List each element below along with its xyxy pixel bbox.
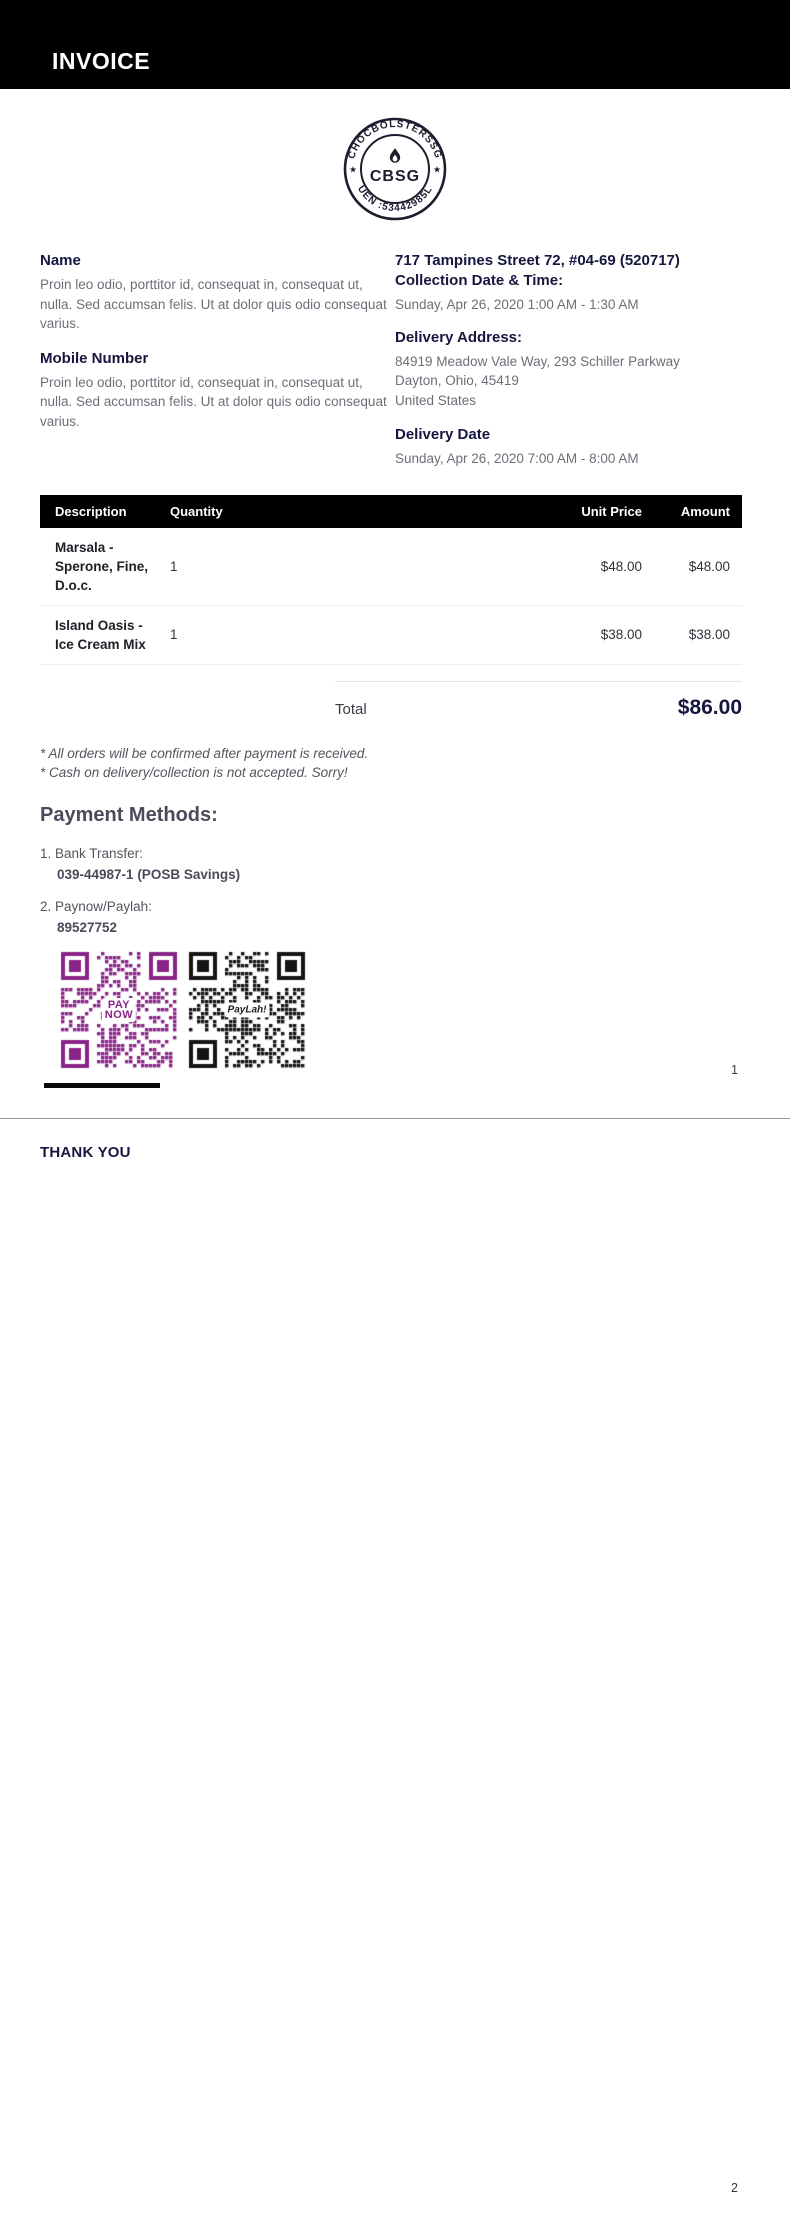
thank-you-text: THANK YOU — [40, 1144, 131, 1161]
table-row — [40, 606, 742, 665]
paynow-logo-text: NOW — [104, 1008, 134, 1021]
item-unit-price: $38.00 — [600, 627, 642, 642]
items-table — [40, 495, 742, 665]
order-notes — [40, 744, 750, 782]
customer-info-column — [40, 251, 392, 469]
delivery-address-line2: Dayton, Ohio, 45419 — [395, 373, 519, 388]
stamp-svg — [343, 117, 447, 221]
total-label: Total — [335, 700, 367, 718]
star-left-icon: ★ — [348, 164, 358, 175]
stamp-uen-arc: UEN :53442985L — [354, 183, 436, 215]
column-header-unit-price: Unit Price — [581, 503, 642, 519]
bank-transfer-label: Bank Transfer: — [55, 845, 143, 861]
bank-account-number: 039-44987-1 (POSB Savings) — [57, 866, 241, 882]
item-amount: $38.00 — [688, 627, 730, 642]
delivery-address-line3: United States — [395, 392, 477, 408]
total-amount: $86.00 — [677, 695, 742, 719]
item-quantity: 1 — [170, 558, 178, 574]
name-label: Name — [40, 252, 81, 269]
table-row — [40, 528, 742, 606]
company-stamp-logo — [0, 117, 790, 221]
paynow-number: 89527752 — [57, 919, 118, 935]
payment-method-label — [40, 898, 750, 916]
payment-methods-list — [40, 845, 750, 937]
stamp-company-name-arc: CHOCBOLSTERSSG — [346, 118, 444, 161]
item-description: Island Oasis - Ice Cream Mix — [55, 617, 146, 652]
page-break-divider — [0, 1118, 790, 1119]
list-index: 2. — [40, 898, 52, 914]
item-quantity: 1 — [170, 627, 178, 642]
payment-method-bank-transfer — [40, 845, 750, 884]
mobile-number-label: Mobile Number — [40, 349, 149, 367]
delivery-date-value: Sunday, Apr 26, 2020 7:00 AM - 8:00 AM — [395, 451, 639, 466]
payment-methods-heading: Payment Methods: — [40, 803, 218, 826]
paynow-qr-code — [60, 951, 178, 1069]
flame-icon — [390, 148, 400, 163]
table-header-row — [40, 495, 742, 528]
page-number-2: 2 — [731, 2181, 738, 2195]
paynow-paylah-label: Paynow/Paylah: — [55, 898, 152, 914]
mobile-number-value: Proin leo odio, porttitor id, consequat in, consequat ut, nulla. Sed accumsan felis. Ut at dolor quis odio consequat varius. — [40, 374, 387, 429]
item-unit-price: $48.00 — [600, 558, 642, 574]
item-description: Marsala - Sperone, Fine, D.o.c. — [55, 539, 149, 593]
info-section — [0, 251, 790, 469]
payment-method-label — [40, 845, 750, 863]
delivery-address-line1: 84919 Meadow Vale Way, 293 Schiller Parkway — [395, 353, 680, 369]
paynow-logo-text: PAY — [107, 998, 131, 1011]
delivery-address-label: Delivery Address: — [395, 328, 523, 346]
delivery-date-label: Delivery Date — [395, 426, 491, 443]
qr-codes — [60, 951, 750, 1069]
total-row — [335, 681, 742, 720]
payment-method-paynow — [40, 898, 750, 937]
item-amount: $48.00 — [688, 558, 730, 574]
collection-address: 717 Tampines Street 72, #04-69 (520717) — [395, 252, 680, 269]
paynow-logo-overlay — [102, 998, 136, 1022]
collection-datetime-label: Collection Date & Time: — [395, 272, 564, 289]
page-number-1: 1 — [731, 1063, 738, 1077]
column-header-amount: Amount — [680, 503, 730, 519]
invoice-header — [0, 0, 790, 89]
list-index: 1. — [40, 845, 52, 861]
column-header-description: Description — [55, 503, 127, 519]
black-underline — [44, 1083, 160, 1088]
paylah-qr-code — [188, 951, 306, 1069]
paylah-logo-text: PayLah! — [227, 1004, 267, 1015]
collection-datetime-value: Sunday, Apr 26, 2020 1:00 AM - 1:30 AM — [395, 297, 639, 312]
note-line: * Cash on delivery/collection is not accepted. Sorry! — [40, 764, 348, 780]
paylah-logo-overlay — [225, 1002, 270, 1017]
name-value: Proin leo odio, porttitor id, consequat in, consequat ut, nulla. Sed accumsan felis. Ut at dolor quis odio consequat varius. — [40, 277, 387, 331]
column-header-quantity: Quantity — [170, 503, 223, 519]
delivery-info-column — [392, 251, 742, 469]
stamp-monogram: CBSG — [369, 168, 421, 185]
page-title: INVOICE — [52, 48, 151, 74]
note-line: * All orders will be confirmed after payment is received. — [40, 745, 369, 761]
star-right-icon: ★ — [432, 164, 442, 175]
